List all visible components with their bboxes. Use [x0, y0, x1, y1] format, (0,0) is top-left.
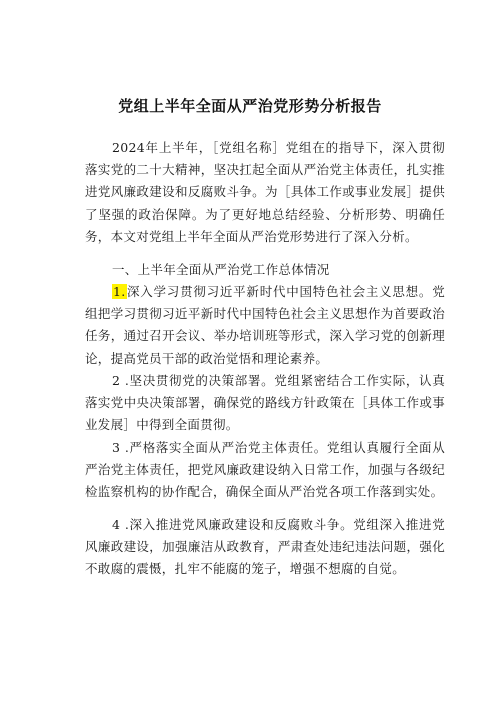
item-text: 深入学习贯彻习近平新时代中国特色社会主义思想。党组把学习贯彻习近平新时代中国特色社会主义思想作为首要政治任务，通过召开会议、举办培训班等形式，深入学习党的创新理论，提高党员干部的政治觉悟和理论素养。: [85, 284, 445, 366]
item-text: .深入推进党风廉政建设和反腐败斗争。党组深入推进党风廉政建设，加强廉洁从政教育，严肃查处违纪违法问题，强化不敢腐的震慑，扎牢不能腐的笼子，增强不想腐的自觉。: [85, 517, 445, 577]
item-number: 2: [112, 373, 121, 388]
intro-paragraph: [85, 137, 445, 248]
list-item: [85, 281, 445, 370]
item-number: 3: [112, 440, 121, 455]
item-text: .坚决贯彻党的决策部署。党组紧密结合工作实际，认真落实党中央决策部署，确保党的路线方针政策在［具体工作或事业发展］中得到全面贯彻。: [85, 373, 445, 433]
list-item: [85, 437, 445, 504]
item-number-highlighted: 1.: [113, 284, 126, 299]
item-text: .严格落实全面从严治党主体责任。党组认真履行全面从严治党主体责任，把党风廉政建设纳入日常工作，加强与各级纪检监察机构的协作配合，确保全面从严治党各项工作落到实处。: [85, 440, 445, 500]
document-title: 党组上半年全面从严治党形势分析报告: [118, 97, 382, 115]
section-heading: 一、上半年全面从严治党工作总体情况: [112, 262, 330, 277]
section-heading-block: [85, 259, 445, 281]
list-item: [85, 370, 445, 437]
intro-text: 2024年上半年，［党组名称］党组在的指导下，深入贯彻落实党的二十大精神，坚决扛起全面从严治党主体责任，扎实推进党风廉政建设和反腐败斗争。为［具体工作或事业发展］提供了坚强的政治保障。为了更好地总结经验、分析形势、明确任务，本文对党组上半年全面从严治党形势进行了深入分析。: [85, 140, 445, 244]
list-item: [85, 514, 445, 581]
item-number: 4: [112, 517, 121, 532]
